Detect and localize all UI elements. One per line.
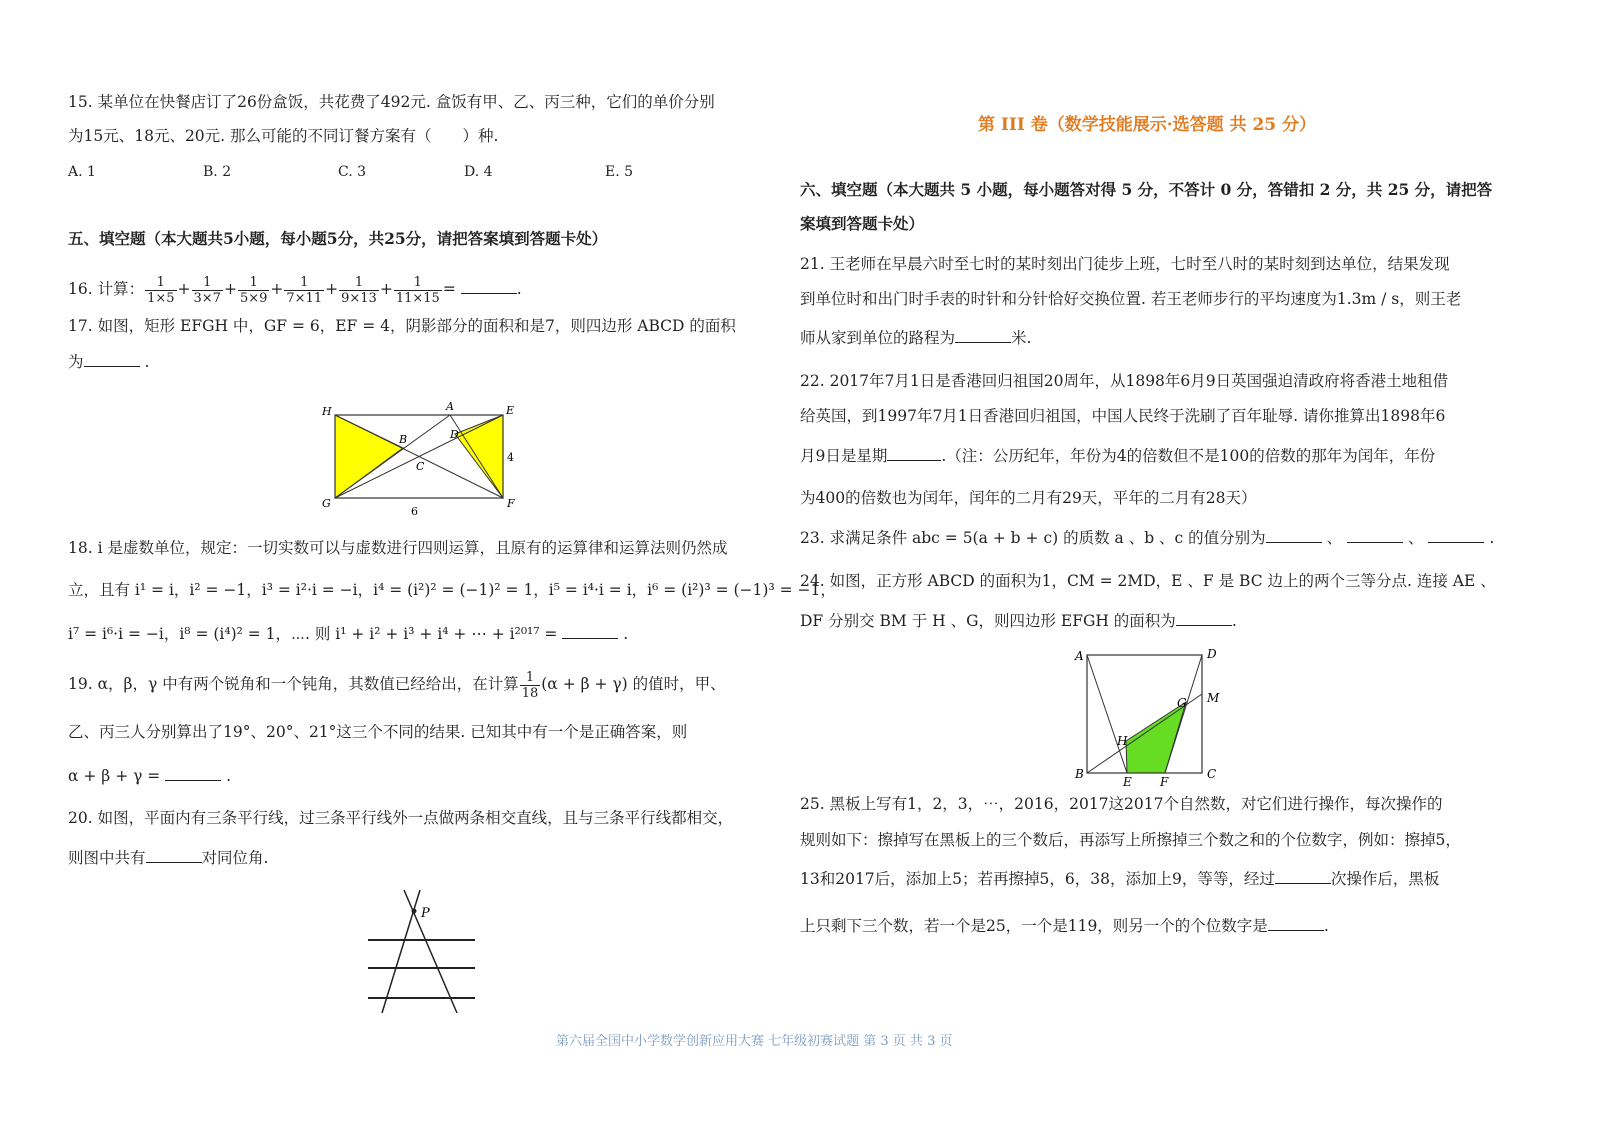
q16-frac-4: $\frac{1}{7\times 11}$ xyxy=(286,274,323,306)
label-b: B xyxy=(399,433,408,446)
point-p xyxy=(412,909,417,914)
q16-frac-2: $\frac{1}{3\times 7}$ xyxy=(193,274,221,306)
quadrilateral-efgh xyxy=(1126,702,1186,773)
q22-line4: 为400的倍数也为闰年，闰年的二月有29天，平年的二月有28天） xyxy=(800,489,1257,507)
q15-line2: 为15元、18元、20元. 那么可能的不同订餐方案有（ ）种. xyxy=(68,127,499,145)
label-a: A xyxy=(446,400,454,413)
label-f: F xyxy=(1160,775,1169,789)
figure-parallel-lines xyxy=(360,885,490,1020)
figure-square-abcd xyxy=(1070,645,1230,790)
line-ae xyxy=(1087,655,1127,773)
label-g: G xyxy=(1177,696,1187,710)
q16-frac-3: $\frac{1}{5\times 9}$ xyxy=(239,274,268,306)
q21-line3: 师从家到单位的路程为 米. xyxy=(800,329,1032,347)
label-side-4: 4 xyxy=(507,451,514,464)
q21-line2: 到单位时和出门时手表的时针和分针恰好交换位置. 若王老师步行的平均速度为1.3m / s，则王老 xyxy=(800,290,1462,308)
page-footer: 第六届全国中小学数学创新应用大赛 七年级初赛试题 第 3 页 共 3 页 xyxy=(556,1034,953,1049)
q22-line2: 给英国，到1997年7月1日香港回归祖国，中国人民终于洗刷了百年耻辱. 请你推算出1898年6 xyxy=(800,407,1446,425)
q21-answer-blank xyxy=(955,328,1011,343)
q18-line2: 立，且有 i¹ = i，i² = −1，i³ = i²·i = −i，i⁴ = (i²)² = (−1)² = 1，i⁵ = i⁴·i = i，i⁶ = (i²)³ = (−1)³ = −1， xyxy=(68,581,836,599)
q23-blank-b xyxy=(1347,528,1403,543)
figure-rectangle-efgh xyxy=(310,395,540,520)
q24-answer-blank xyxy=(1176,611,1232,626)
label-h: H xyxy=(322,405,332,418)
q24-line1: 24. 如图，正方形 ABCD 的面积为1，CM = 2MD，E 、F 是 BC 边上的两个三等分点. 连接 AE 、 xyxy=(800,572,1496,590)
q16-frac-6: $\frac{1}{11\times 15}$ xyxy=(395,274,440,306)
q20-line2: 则图中共有 对同位角. xyxy=(68,849,269,867)
q16-answer-blank xyxy=(461,279,517,294)
q19-answer-blank xyxy=(165,766,221,781)
label-b: B xyxy=(1075,767,1084,781)
q22-answer-blank xyxy=(887,446,941,461)
q23-blank-a xyxy=(1266,528,1322,543)
section6-line1: 六、填空题（本大题共 5 小题，每小题答对得 5 分，不答计 0 分，答错扣 2 分，共 25 分，请把答 xyxy=(800,180,1493,199)
label-a: A xyxy=(1075,649,1084,663)
label-d: D xyxy=(1207,647,1217,661)
q16: 16. 计算： $\frac{1}{1\times 5}$ + $\frac{1}{3\times 7}$ + $\frac{1}{5\times 9}$ + $\frac{1}{7\times 11}$ + $\frac{1}{9\times 13}$ + $\frac{1}{11\times 15}$ = . xyxy=(68,274,522,306)
label-e: E xyxy=(506,404,515,417)
q19-line2: 乙、丙三人分别算出了19°、20°、21°这三个不同的结果. 已知其中有一个是正确答案，则 xyxy=(68,723,688,741)
q16-frac-5: $\frac{1}{9\times 13}$ xyxy=(341,274,377,306)
q25-line4: 上只剩下三个数，若一个是25，一个是119，则另一个的个位数字是 . xyxy=(800,917,1329,935)
q20-answer-blank xyxy=(146,848,202,863)
part3-title: 第 III 卷（数学技能展示·选答题 共 25 分） xyxy=(978,115,1317,135)
q17-line2: 为 . xyxy=(68,353,150,371)
q15-option-c: C. 3 xyxy=(338,164,367,180)
q18-line1: 18. i 是虚数单位，规定：一切实数可以与虚数进行四则运算，且原有的运算律和运算法则仍然成 xyxy=(68,539,728,557)
label-c: C xyxy=(416,460,425,473)
section5-title: 五、填空题（本大题共5小题，每小题5分，共25分，请把答案填到答题卡处） xyxy=(68,229,608,248)
q23-line1: 23. 求满足条件 abc = 5(a + b + c) 的质数 a 、b 、c 的值分别为 、 、 . xyxy=(800,529,1495,547)
label-f: F xyxy=(507,497,515,510)
q16-equals: = xyxy=(442,280,456,298)
q16-prefix: 16. 计算： xyxy=(68,280,145,298)
q17-answer-blank xyxy=(84,352,140,367)
section6-line2: 案填到答题卡处） xyxy=(800,214,925,233)
q21-line1: 21. 王老师在早晨六时至七时的某时刻出门徒步上班，七时至八时的某时刻到达单位，结果发现 xyxy=(800,255,1450,273)
q16-frac-1: $\frac{1}{1\times 5}$ xyxy=(147,274,175,306)
transversal-left xyxy=(382,890,420,1013)
q17-line1: 17. 如图，矩形 EFGH 中，GF = 6，EF = 4，阴影部分的面积和是7，则四边形 ABCD 的面积 xyxy=(68,317,736,335)
q18-line3: i⁷ = i⁶·i = −i，i⁸ = (i⁴)² = 1，⋯. 则 i¹ + i² + i³ + i⁴ + ⋯ + i²⁰¹⁷ = . xyxy=(68,625,629,643)
q15-option-b: B. 2 xyxy=(203,164,232,180)
label-g: G xyxy=(322,497,331,510)
q25-blank-ops xyxy=(1275,869,1331,884)
q19-line3: α + β + γ = . xyxy=(68,767,232,785)
q22-line3: 月9日是星期 .（注：公历纪年，年份为4的倍数但不是100的倍数的那年为闰年，年份 xyxy=(800,447,1436,465)
shaded-triangle-right xyxy=(455,415,503,498)
label-h: H xyxy=(1117,734,1128,748)
q18-answer-blank xyxy=(562,624,618,639)
label-c: C xyxy=(1207,767,1217,781)
label-m: M xyxy=(1207,691,1220,705)
transversal-right xyxy=(404,890,457,1013)
q15-line1: 15. 某单位在快餐店订了26份盒饭，共花费了492元. 盒饭有甲、乙、丙三种，它们的单价分别 xyxy=(68,93,715,111)
q15-option-d: D. 4 xyxy=(464,164,493,180)
q19-frac: $\frac{1}{18}$ xyxy=(521,669,539,701)
q19-line1: 19. α，β，γ 中有两个锐角和一个钝角，其数值已经给出，在计算 $\frac{1}{18}$ (α + β + γ) 的值时，甲、 xyxy=(68,669,726,701)
label-p: P xyxy=(421,906,430,921)
label-e: E xyxy=(1123,775,1132,789)
q24-line2: DF 分别交 BM 于 H 、G，则四边形 EFGH 的面积为 . xyxy=(800,612,1237,630)
q20-line1: 20. 如图，平面内有三条平行线，过三条平行线外一点做两条相交直线，且与三条平行线都相交， xyxy=(68,809,734,827)
q25-line1: 25. 黑板上写有1，2，3，⋯，2016，2017这2017个自然数，对它们进行操作，每次操作的 xyxy=(800,795,1443,813)
label-side-6: 6 xyxy=(411,505,418,518)
q23-blank-c xyxy=(1428,528,1484,543)
q22-line1: 22. 2017年7月1日是香港回归祖国20周年，从1898年6月9日英国强迫清政府将香港土地租借 xyxy=(800,372,1449,390)
label-d: D xyxy=(450,428,459,441)
q15-option-a: A. 1 xyxy=(68,164,96,180)
q25-line3: 13和2017后，添加上5；若再擦掉5，6，38，添加上9，等等，经过 次操作后，黑板 xyxy=(800,870,1440,888)
q15-option-e: E. 5 xyxy=(605,164,634,180)
q25-line2: 规则如下：擦掉写在黑板上的三个数后，再添写上所擦掉三个数之和的个位数字，例如：擦掉5， xyxy=(800,831,1461,849)
q25-blank-digit xyxy=(1268,916,1324,931)
